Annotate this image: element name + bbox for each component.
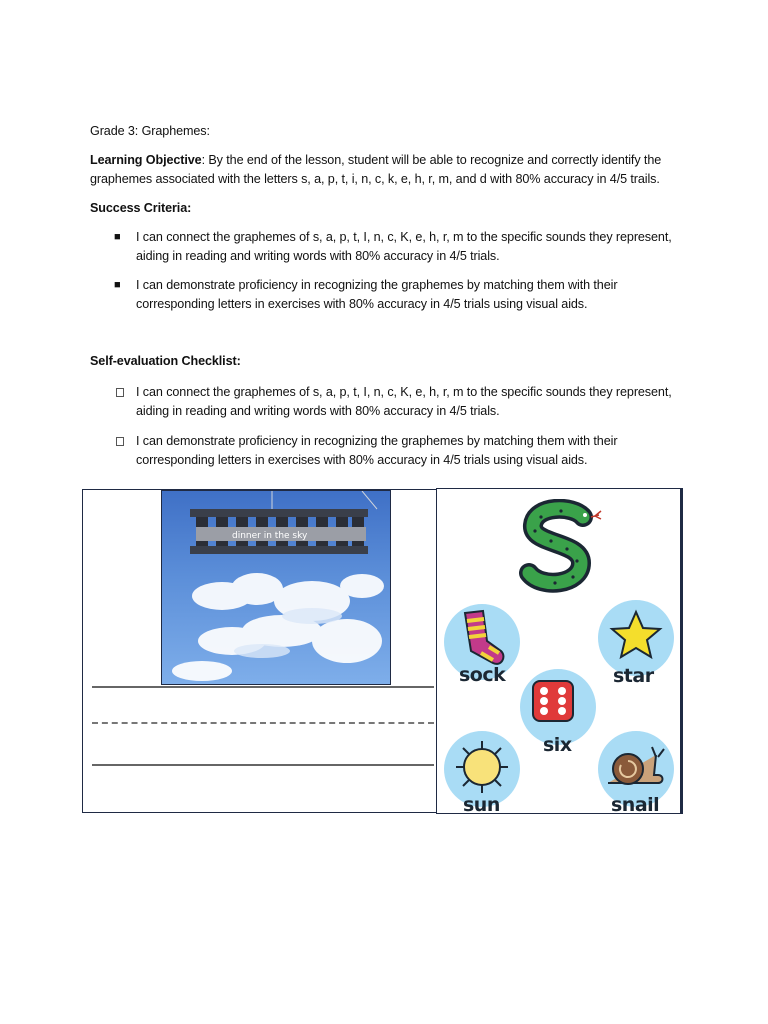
checkbox-icon[interactable]: [116, 388, 124, 397]
writing-top-line: [92, 686, 434, 688]
word-snail: snail: [611, 794, 660, 816]
snake-letter-icon: [515, 499, 605, 594]
checkbox-icon[interactable]: [116, 437, 124, 446]
bullet-icon: ■: [114, 279, 121, 291]
sky-photo-graphic: [162, 491, 391, 685]
checklist-title: Self-evaluation Checklist:: [90, 354, 241, 368]
objective-text-1: : By the end of the lesson, student will be able to recognize and correctly identify the: [201, 153, 662, 167]
objective-text-2: graphemes associated with the letters s, a, p, t, i, n, c, k, e, h, r, m, and d with 80% accuracy in 4/5 trails.: [90, 172, 660, 186]
sky-sign-text: dinner in the sky: [232, 531, 308, 541]
checklist-item-1: [136, 383, 696, 421]
writing-base-line: [92, 764, 434, 766]
word-sock: sock: [459, 664, 506, 686]
bullet-icon: ■: [114, 231, 121, 243]
success-item-1: [136, 228, 696, 266]
checklist-item-2: [136, 432, 696, 470]
success-item-2: [136, 276, 696, 314]
writing-mid-line: [92, 722, 434, 724]
sun-icon: [454, 739, 510, 795]
dice-icon: [530, 678, 576, 724]
success-item-1-line-1: I can connect the graphemes of s, a, p, t, I, n, c, K, e, h, r, m to the specific sounds they represent,: [136, 230, 672, 244]
letter-s-card: [436, 488, 683, 814]
word-sun: sun: [463, 794, 500, 816]
sky-photo: [161, 490, 391, 685]
objective-label: Learning Objective: [90, 153, 202, 167]
success-item-1-line-2: aiding in reading and writing words with 80% accuracy in 4/5 trials.: [136, 249, 500, 263]
success-item-2-line-1: I can demonstrate proficiency in recognizing the graphemes by matching them with their: [136, 278, 618, 292]
checklist-item-2-line-1: I can demonstrate proficiency in recognizing the graphemes by matching them with their: [136, 434, 618, 448]
page-heading: Grade 3: Graphemes:: [90, 124, 210, 138]
star-icon: [608, 609, 664, 661]
success-criteria-title: Success Criteria:: [90, 201, 192, 215]
sock-icon: [455, 607, 510, 669]
snail-icon: [604, 745, 668, 791]
success-item-2-line-2: corresponding letters in exercises with 80% accuracy in 4/5 trials using visual aids.: [136, 297, 588, 311]
word-six: six: [543, 734, 572, 756]
checklist-item-1-line-1: I can connect the graphemes of s, a, p, t, I, n, c, K, e, h, r, m to the specific sounds they represent,: [136, 385, 672, 399]
checklist-item-2-line-2: corresponding letters in exercises with 80% accuracy in 4/5 trials using visual aids.: [136, 453, 588, 467]
word-star: star: [613, 665, 654, 687]
checklist-item-1-line-2: aiding in reading and writing words with 80% accuracy in 4/5 trials.: [136, 404, 500, 418]
learning-objective: [90, 151, 690, 189]
